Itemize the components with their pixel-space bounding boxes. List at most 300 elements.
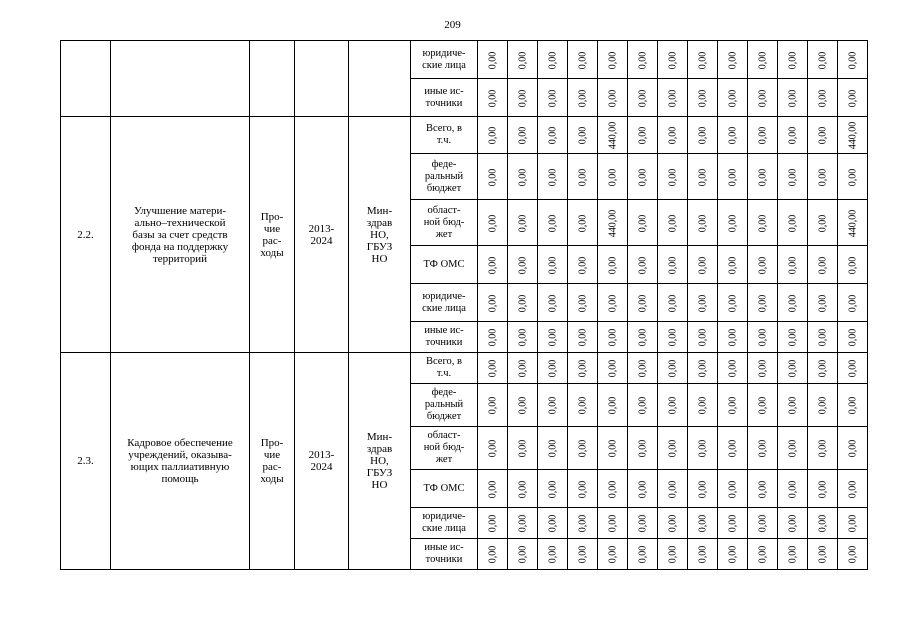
value-cell xyxy=(718,117,748,154)
value-text: 0,00 xyxy=(577,545,588,564)
section-name: Улучшение матери- ально–технической базы за счет средств фонда на поддержку территорий xyxy=(111,117,250,353)
value-text: 0,00 xyxy=(667,51,678,69)
value-cell xyxy=(538,200,568,246)
value-cell xyxy=(748,246,778,284)
value-cell xyxy=(628,41,658,79)
value-cell xyxy=(478,353,508,384)
value-cell xyxy=(538,539,568,570)
table-row xyxy=(61,117,868,154)
value-cell xyxy=(538,117,568,154)
value-text: 0,00 xyxy=(607,328,618,347)
value-text: 0,00 xyxy=(817,89,828,107)
value-text: 0,00 xyxy=(787,126,798,145)
value-text: 0,00 xyxy=(787,294,798,312)
value-cell xyxy=(598,427,628,470)
value-cell xyxy=(718,41,748,79)
value-cell xyxy=(808,508,838,539)
value-text: 0,00 xyxy=(547,51,558,69)
value-text: 0,00 xyxy=(817,126,828,145)
value-text: 0,00 xyxy=(667,359,678,378)
value-text: 0,00 xyxy=(667,256,678,274)
value-cell xyxy=(598,470,628,508)
value-cell xyxy=(748,508,778,539)
value-text: 0,00 xyxy=(487,480,498,498)
value-text: 0,00 xyxy=(607,439,618,458)
value-text: 0,00 xyxy=(547,480,558,498)
value-cell xyxy=(688,508,718,539)
value-cell xyxy=(808,200,838,246)
expense-type: Про- чие рас- ходы xyxy=(250,117,295,353)
value-text: 0,00 xyxy=(637,396,648,415)
value-cell xyxy=(838,539,868,570)
value-cell xyxy=(718,79,748,117)
value-text: 0,00 xyxy=(727,51,738,69)
value-text: 0,00 xyxy=(517,294,528,312)
value-text: 0,00 xyxy=(487,514,498,533)
value-cell xyxy=(748,117,778,154)
value-cell xyxy=(538,284,568,322)
value-cell xyxy=(628,200,658,246)
value-text: 0,00 xyxy=(577,168,588,186)
value-text: 0,00 xyxy=(817,439,828,458)
value-text: 0,00 xyxy=(757,514,768,533)
value-cell xyxy=(778,539,808,570)
value-text: 0,00 xyxy=(817,51,828,69)
value-cell xyxy=(748,284,778,322)
value-cell xyxy=(598,508,628,539)
value-cell xyxy=(508,117,538,154)
period-cell xyxy=(295,41,349,117)
value-cell xyxy=(628,322,658,353)
value-cell xyxy=(718,470,748,508)
value-text: 0,00 xyxy=(517,545,528,564)
value-text: 0,00 xyxy=(847,89,858,107)
value-cell xyxy=(838,41,868,79)
value-cell xyxy=(688,470,718,508)
value-cell xyxy=(478,200,508,246)
value-text: 0,00 xyxy=(547,126,558,145)
value-cell xyxy=(508,470,538,508)
value-cell xyxy=(658,508,688,539)
value-cell xyxy=(508,322,538,353)
value-text: 0,00 xyxy=(757,294,768,312)
value-text: 0,00 xyxy=(847,359,858,378)
value-text: 0,00 xyxy=(727,439,738,458)
value-cell xyxy=(538,79,568,117)
value-cell xyxy=(838,200,868,246)
value-cell xyxy=(538,154,568,200)
value-cell xyxy=(538,384,568,427)
value-cell xyxy=(748,322,778,353)
value-cell xyxy=(628,284,658,322)
value-cell xyxy=(748,427,778,470)
source-cell: област- ной бюд- жет xyxy=(411,427,478,470)
value-text: 0,00 xyxy=(577,89,588,107)
source-cell: Всего, в т.ч. xyxy=(411,353,478,384)
value-text: 0,00 xyxy=(517,480,528,498)
value-text: 0,00 xyxy=(637,256,648,274)
section-executor: Мин- здрав НО, ГБУЗ НО xyxy=(349,117,411,353)
value-text: 0,00 xyxy=(547,328,558,347)
value-text: 0,00 xyxy=(487,89,498,107)
value-text: 0,00 xyxy=(787,51,798,69)
value-text: 0,00 xyxy=(637,51,648,69)
value-text: 0,00 xyxy=(667,168,678,186)
value-cell xyxy=(478,427,508,470)
value-text: 0,00 xyxy=(517,396,528,415)
value-text: 0,00 xyxy=(817,396,828,415)
value-cell xyxy=(808,470,838,508)
source-cell: юридиче- ские лица xyxy=(411,284,478,322)
value-cell xyxy=(508,79,538,117)
value-text: 0,00 xyxy=(667,545,678,564)
value-text: 0,00 xyxy=(847,514,858,533)
value-cell xyxy=(778,470,808,508)
value-cell xyxy=(568,117,598,154)
value-text: 0,00 xyxy=(487,328,498,347)
value-text: 0,00 xyxy=(697,168,708,186)
value-cell xyxy=(778,117,808,154)
value-text: 0,00 xyxy=(847,328,858,347)
value-text: 0,00 xyxy=(487,126,498,145)
value-cell xyxy=(808,353,838,384)
source-cell: иные ис- точники xyxy=(411,79,478,117)
value-text: 0,00 xyxy=(637,168,648,186)
value-cell xyxy=(808,79,838,117)
value-text: 0,00 xyxy=(727,514,738,533)
source-cell: ТФ ОМС xyxy=(411,470,478,508)
value-cell xyxy=(718,246,748,284)
value-cell xyxy=(478,508,508,539)
value-cell xyxy=(598,79,628,117)
table-row xyxy=(61,41,868,79)
value-text: 0,00 xyxy=(697,328,708,347)
value-text: 0,00 xyxy=(847,396,858,415)
value-cell xyxy=(628,470,658,508)
value-cell xyxy=(748,41,778,79)
value-text: 0,00 xyxy=(517,514,528,533)
value-cell xyxy=(478,322,508,353)
value-text: 0,00 xyxy=(847,439,858,458)
value-text: 0,00 xyxy=(667,514,678,533)
value-text: 0,00 xyxy=(847,168,858,186)
value-text: 0,00 xyxy=(607,256,618,274)
value-text: 440,00 xyxy=(847,209,858,237)
value-text: 0,00 xyxy=(487,439,498,458)
value-cell xyxy=(478,154,508,200)
value-cell xyxy=(508,508,538,539)
table-body xyxy=(61,41,868,570)
value-cell xyxy=(778,200,808,246)
value-text: 0,00 xyxy=(727,294,738,312)
value-cell xyxy=(688,117,718,154)
value-text: 0,00 xyxy=(547,359,558,378)
value-cell xyxy=(598,41,628,79)
value-cell xyxy=(688,384,718,427)
value-text: 0,00 xyxy=(727,126,738,145)
value-text: 0,00 xyxy=(637,514,648,533)
value-text: 0,00 xyxy=(517,89,528,107)
num-cell xyxy=(61,41,111,117)
value-cell xyxy=(568,154,598,200)
value-text: 0,00 xyxy=(517,439,528,458)
value-cell xyxy=(808,117,838,154)
value-text: 0,00 xyxy=(847,294,858,312)
value-cell xyxy=(688,200,718,246)
value-text: 0,00 xyxy=(787,439,798,458)
source-cell: юридиче- ские лица xyxy=(411,41,478,79)
value-cell xyxy=(568,322,598,353)
value-text: 440,00 xyxy=(607,209,618,237)
value-text: 0,00 xyxy=(607,396,618,415)
section-number: 2.2. xyxy=(61,117,111,353)
source-cell: иные ис- точники xyxy=(411,322,478,353)
value-text: 0,00 xyxy=(637,126,648,145)
value-cell xyxy=(688,353,718,384)
value-text: 0,00 xyxy=(727,168,738,186)
value-text: 440,00 xyxy=(607,121,618,150)
value-text: 0,00 xyxy=(667,480,678,498)
value-cell xyxy=(808,154,838,200)
source-cell: феде- ральный бюджет xyxy=(411,154,478,200)
value-cell xyxy=(778,246,808,284)
value-cell xyxy=(748,79,778,117)
value-text: 0,00 xyxy=(697,294,708,312)
value-cell xyxy=(568,246,598,284)
value-text: 0,00 xyxy=(547,514,558,533)
value-text: 0,00 xyxy=(787,214,798,232)
value-cell xyxy=(838,508,868,539)
source-cell: ТФ ОМС xyxy=(411,246,478,284)
value-text: 0,00 xyxy=(787,89,798,107)
value-text: 0,00 xyxy=(757,51,768,69)
value-cell xyxy=(748,470,778,508)
value-text: 0,00 xyxy=(487,214,498,232)
value-cell xyxy=(628,539,658,570)
value-text: 0,00 xyxy=(487,294,498,312)
value-cell xyxy=(838,284,868,322)
value-cell xyxy=(748,539,778,570)
value-text: 0,00 xyxy=(607,545,618,564)
value-cell xyxy=(538,246,568,284)
value-cell xyxy=(658,384,688,427)
value-cell xyxy=(658,246,688,284)
value-text: 0,00 xyxy=(487,256,498,274)
type-cell xyxy=(250,41,295,117)
value-text: 0,00 xyxy=(547,439,558,458)
value-text: 0,00 xyxy=(817,328,828,347)
value-text: 0,00 xyxy=(577,480,588,498)
value-cell xyxy=(538,427,568,470)
value-text: 0,00 xyxy=(787,480,798,498)
value-text: 0,00 xyxy=(757,396,768,415)
value-text: 0,00 xyxy=(517,359,528,378)
value-text: 0,00 xyxy=(727,545,738,564)
value-text: 0,00 xyxy=(817,256,828,274)
value-cell xyxy=(688,322,718,353)
value-cell xyxy=(808,246,838,284)
value-cell xyxy=(598,384,628,427)
value-cell xyxy=(838,384,868,427)
value-text: 0,00 xyxy=(487,51,498,69)
value-text: 0,00 xyxy=(697,514,708,533)
value-cell xyxy=(658,284,688,322)
value-cell xyxy=(778,79,808,117)
value-text: 0,00 xyxy=(517,168,528,186)
value-cell xyxy=(718,384,748,427)
section-executor: Мин- здрав НО, ГБУЗ НО xyxy=(349,353,411,570)
value-text: 0,00 xyxy=(577,214,588,232)
value-text: 0,00 xyxy=(487,396,498,415)
value-text: 0,00 xyxy=(697,545,708,564)
value-cell xyxy=(508,41,538,79)
value-text: 0,00 xyxy=(607,514,618,533)
value-text: 0,00 xyxy=(637,359,648,378)
value-cell xyxy=(508,154,538,200)
value-text: 0,00 xyxy=(637,328,648,347)
value-cell xyxy=(838,117,868,154)
value-text: 0,00 xyxy=(817,514,828,533)
section-period: 2013- 2024 xyxy=(295,117,349,353)
value-cell xyxy=(538,470,568,508)
value-cell xyxy=(598,154,628,200)
value-text: 0,00 xyxy=(577,294,588,312)
value-text: 0,00 xyxy=(757,480,768,498)
value-text: 0,00 xyxy=(607,89,618,107)
value-cell xyxy=(808,427,838,470)
value-text: 0,00 xyxy=(547,294,558,312)
value-text: 0,00 xyxy=(487,545,498,564)
value-cell xyxy=(658,79,688,117)
value-text: 0,00 xyxy=(577,396,588,415)
value-text: 0,00 xyxy=(637,480,648,498)
value-cell xyxy=(748,353,778,384)
value-text: 0,00 xyxy=(607,294,618,312)
value-text: 0,00 xyxy=(487,168,498,186)
value-text: 0,00 xyxy=(517,51,528,69)
value-text: 0,00 xyxy=(697,359,708,378)
value-cell xyxy=(628,79,658,117)
value-cell xyxy=(598,117,628,154)
value-text: 0,00 xyxy=(757,256,768,274)
source-cell: феде- ральный бюджет xyxy=(411,384,478,427)
value-cell xyxy=(838,427,868,470)
value-cell xyxy=(478,41,508,79)
expense-type: Про- чие рас- ходы xyxy=(250,353,295,570)
value-text: 0,00 xyxy=(517,256,528,274)
value-text: 0,00 xyxy=(637,439,648,458)
value-cell xyxy=(658,322,688,353)
value-cell xyxy=(748,200,778,246)
value-cell xyxy=(628,384,658,427)
executor-cell xyxy=(349,41,411,117)
value-text: 0,00 xyxy=(727,89,738,107)
value-cell xyxy=(778,508,808,539)
value-cell xyxy=(508,200,538,246)
value-cell xyxy=(658,41,688,79)
value-cell xyxy=(478,384,508,427)
value-cell xyxy=(748,154,778,200)
page-number: 209 xyxy=(444,19,461,31)
value-cell xyxy=(688,539,718,570)
value-text: 0,00 xyxy=(787,359,798,378)
value-text: 0,00 xyxy=(757,545,768,564)
value-text: 0,00 xyxy=(577,126,588,145)
value-cell xyxy=(598,246,628,284)
value-cell xyxy=(628,246,658,284)
value-text: 0,00 xyxy=(787,396,798,415)
value-cell xyxy=(808,41,838,79)
value-cell xyxy=(658,427,688,470)
value-text: 0,00 xyxy=(577,359,588,378)
value-text: 0,00 xyxy=(697,480,708,498)
section-number: 2.3. xyxy=(61,353,111,570)
value-text: 440,00 xyxy=(847,121,858,150)
value-cell xyxy=(688,79,718,117)
value-cell xyxy=(568,41,598,79)
value-cell xyxy=(508,284,538,322)
value-text: 0,00 xyxy=(637,545,648,564)
value-cell xyxy=(478,246,508,284)
value-cell xyxy=(568,470,598,508)
value-text: 0,00 xyxy=(847,480,858,498)
value-text: 0,00 xyxy=(517,214,528,232)
value-text: 0,00 xyxy=(547,168,558,186)
value-text: 0,00 xyxy=(667,126,678,145)
value-text: 0,00 xyxy=(847,256,858,274)
value-cell xyxy=(658,117,688,154)
value-text: 0,00 xyxy=(817,359,828,378)
value-cell xyxy=(718,200,748,246)
value-cell xyxy=(658,539,688,570)
value-text: 0,00 xyxy=(667,328,678,347)
value-text: 0,00 xyxy=(547,545,558,564)
value-cell xyxy=(748,384,778,427)
value-cell xyxy=(688,41,718,79)
value-text: 0,00 xyxy=(727,214,738,232)
value-cell xyxy=(688,427,718,470)
value-cell xyxy=(628,117,658,154)
value-text: 0,00 xyxy=(817,168,828,186)
value-cell xyxy=(838,79,868,117)
value-cell xyxy=(838,470,868,508)
value-text: 0,00 xyxy=(757,89,768,107)
value-text: 0,00 xyxy=(697,396,708,415)
value-text: 0,00 xyxy=(577,328,588,347)
value-cell xyxy=(538,353,568,384)
value-cell xyxy=(718,322,748,353)
value-cell xyxy=(778,384,808,427)
value-cell xyxy=(778,154,808,200)
value-cell xyxy=(478,539,508,570)
value-cell xyxy=(628,353,658,384)
value-text: 0,00 xyxy=(727,328,738,347)
value-cell xyxy=(538,322,568,353)
value-text: 0,00 xyxy=(607,51,618,69)
value-text: 0,00 xyxy=(547,396,558,415)
value-cell xyxy=(598,539,628,570)
value-text: 0,00 xyxy=(787,514,798,533)
value-text: 0,00 xyxy=(607,480,618,498)
value-text: 0,00 xyxy=(727,480,738,498)
section-name: Кадровое обеспечение учреждений, оказыва- ющих паллиативную помощь xyxy=(111,353,250,570)
value-cell xyxy=(718,154,748,200)
value-cell xyxy=(718,353,748,384)
value-cell xyxy=(568,508,598,539)
value-cell xyxy=(628,508,658,539)
value-cell xyxy=(808,322,838,353)
source-cell: Всего, в т.ч. xyxy=(411,117,478,154)
